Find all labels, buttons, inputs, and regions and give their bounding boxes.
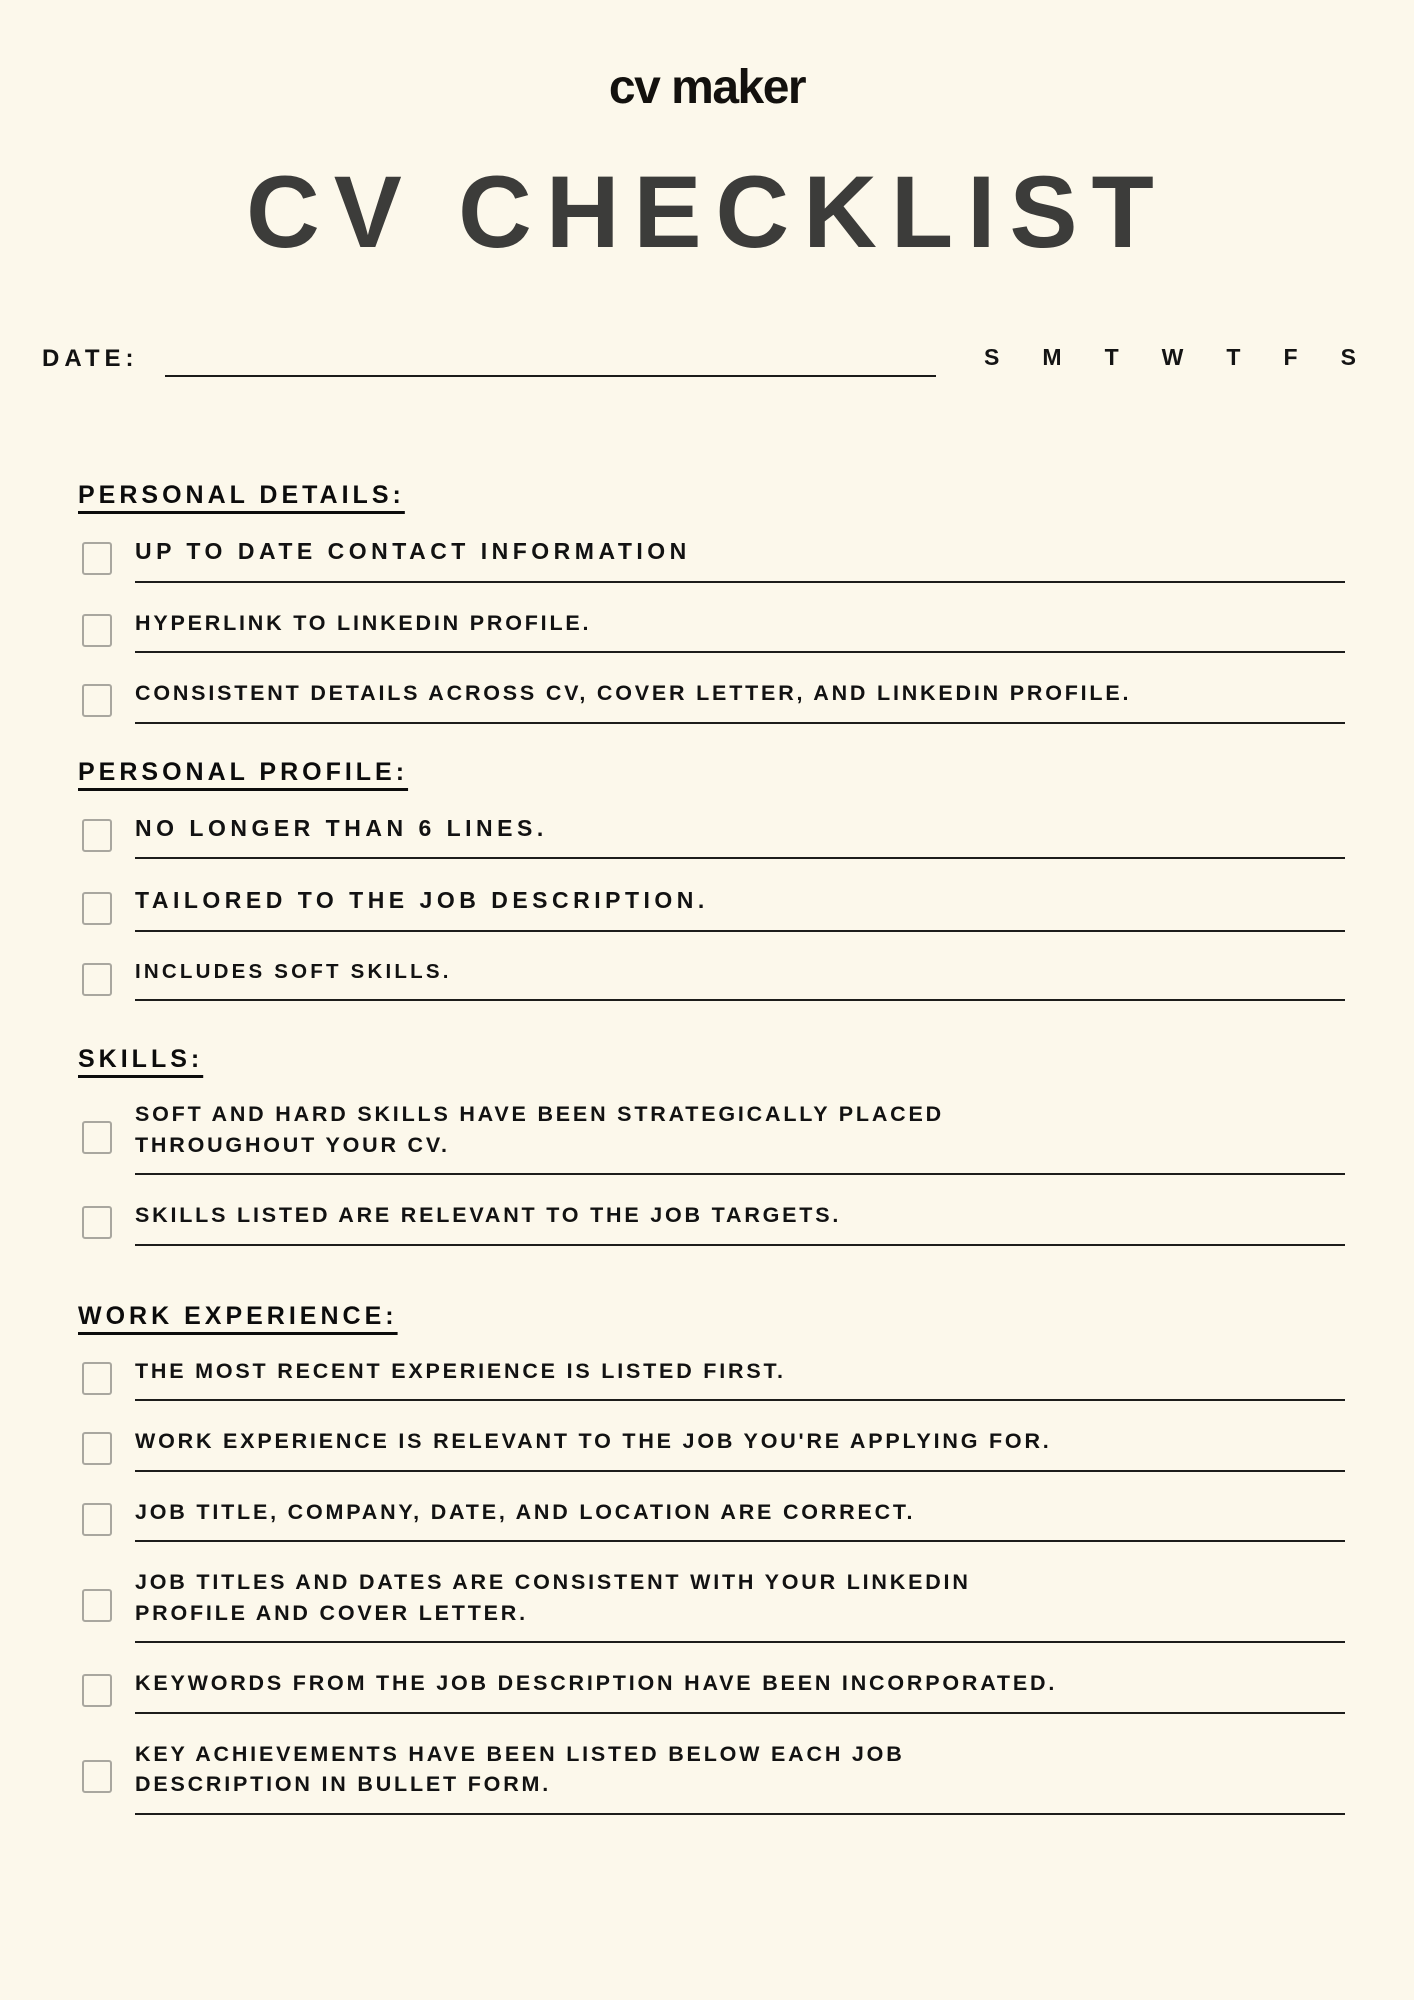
checklist-item — [64, 1426, 1345, 1472]
checklist-item — [64, 812, 1345, 860]
section-heading: SKILLS: — [78, 1045, 204, 1074]
checkbox[interactable] — [82, 614, 112, 647]
cv-maker-logo: cv maker — [608, 61, 806, 114]
checkbox[interactable] — [82, 1362, 112, 1395]
section-heading: PERSONAL PROFILE: — [78, 757, 409, 786]
checklist-item-label: KEYWORDS FROM THE JOB DESCRIPTION HAVE BEEN INCORPORATED. — [135, 1671, 1058, 1696]
date-label: DATE: — [42, 345, 139, 372]
day-monday[interactable]: M — [1042, 344, 1062, 370]
checklist-item — [64, 535, 1345, 583]
day-thursday[interactable]: T — [1226, 344, 1241, 370]
checkbox[interactable] — [82, 684, 112, 717]
checklist-item — [64, 1739, 1345, 1815]
checkbox[interactable] — [82, 819, 112, 852]
checklist-item — [64, 1497, 1345, 1543]
checklist-item — [64, 1099, 1345, 1175]
checklist-item — [64, 1668, 1345, 1714]
checklist-item-label: THE MOST RECENT EXPERIENCE IS LISTED FIRST. — [135, 1358, 786, 1383]
checklist-item — [64, 1200, 1345, 1246]
checklist-item-label: TAILORED TO THE JOB DESCRIPTION. — [135, 887, 709, 914]
section-work-experience — [64, 1302, 1345, 1815]
checkbox[interactable] — [82, 1589, 112, 1622]
checklist-item-label: SOFT AND HARD SKILLS HAVE BEEN STRATEGICALLY PLACED THROUGHOUT YOUR CV. — [135, 1102, 944, 1157]
day-wednesday[interactable]: W — [1161, 344, 1184, 370]
checkbox[interactable] — [82, 892, 112, 925]
checklist-item-label: SKILLS LISTED ARE RELEVANT TO THE JOB TARGETS. — [135, 1203, 842, 1228]
checkbox[interactable] — [82, 1432, 112, 1465]
page-title: CV CHECKLIST — [246, 155, 1168, 269]
checkbox[interactable] — [82, 1760, 112, 1793]
checklist-item-label: JOB TITLES AND DATES ARE CONSISTENT WITH YOUR LINKEDIN PROFILE AND COVER LETTER. — [135, 1570, 971, 1625]
checklist-item — [64, 1567, 1345, 1643]
checklist-item — [64, 608, 1345, 654]
checkbox[interactable] — [82, 963, 112, 996]
checklist-item-label: WORK EXPERIENCE IS RELEVANT TO THE JOB YOU'RE APPLYING FOR. — [135, 1429, 1052, 1454]
checkbox[interactable] — [82, 1503, 112, 1536]
date-row — [42, 343, 1356, 377]
section-skills — [64, 1045, 1345, 1246]
checklist-item — [64, 884, 1345, 932]
day-friday[interactable]: F — [1283, 344, 1298, 370]
day-tuesday[interactable]: T — [1104, 344, 1119, 370]
checklist-item-label: INCLUDES SOFT SKILLS. — [135, 960, 452, 983]
checklist-item — [64, 957, 1345, 1001]
checklist — [0, 481, 1414, 1815]
checklist-item-label: HYPERLINK TO LINKEDIN PROFILE. — [135, 610, 592, 635]
weekday-letters — [984, 344, 1356, 377]
day-saturday[interactable]: S — [1340, 344, 1356, 370]
checkbox[interactable] — [82, 1674, 112, 1707]
checklist-item-label: NO LONGER THAN 6 LINES. — [135, 814, 548, 841]
section-personal-details — [64, 481, 1345, 724]
checklist-item-label: CONSISTENT DETAILS ACROSS CV, COVER LETTER, AND LINKEDIN PROFILE. — [135, 681, 1132, 706]
date-fill-in-line[interactable] — [165, 343, 936, 377]
checklist-item-label: KEY ACHIEVEMENTS HAVE BEEN LISTED BELOW EACH JOB DESCRIPTION IN BULLET FORM. — [135, 1741, 905, 1797]
checkbox[interactable] — [82, 1206, 112, 1239]
checkbox[interactable] — [82, 1121, 112, 1154]
checklist-item-label: JOB TITLE, COMPANY, DATE, AND LOCATION ARE CORRECT. — [135, 1499, 916, 1524]
checkbox[interactable] — [82, 542, 112, 575]
checklist-item — [64, 1356, 1345, 1402]
section-heading: WORK EXPERIENCE: — [78, 1301, 398, 1330]
section-heading: PERSONAL DETAILS: — [78, 481, 405, 509]
section-personal-profile — [64, 758, 1345, 1001]
checklist-item-label: UP TO DATE CONTACT INFORMATION — [135, 538, 691, 564]
checklist-item — [64, 678, 1345, 724]
day-sunday[interactable]: S — [984, 344, 1000, 370]
